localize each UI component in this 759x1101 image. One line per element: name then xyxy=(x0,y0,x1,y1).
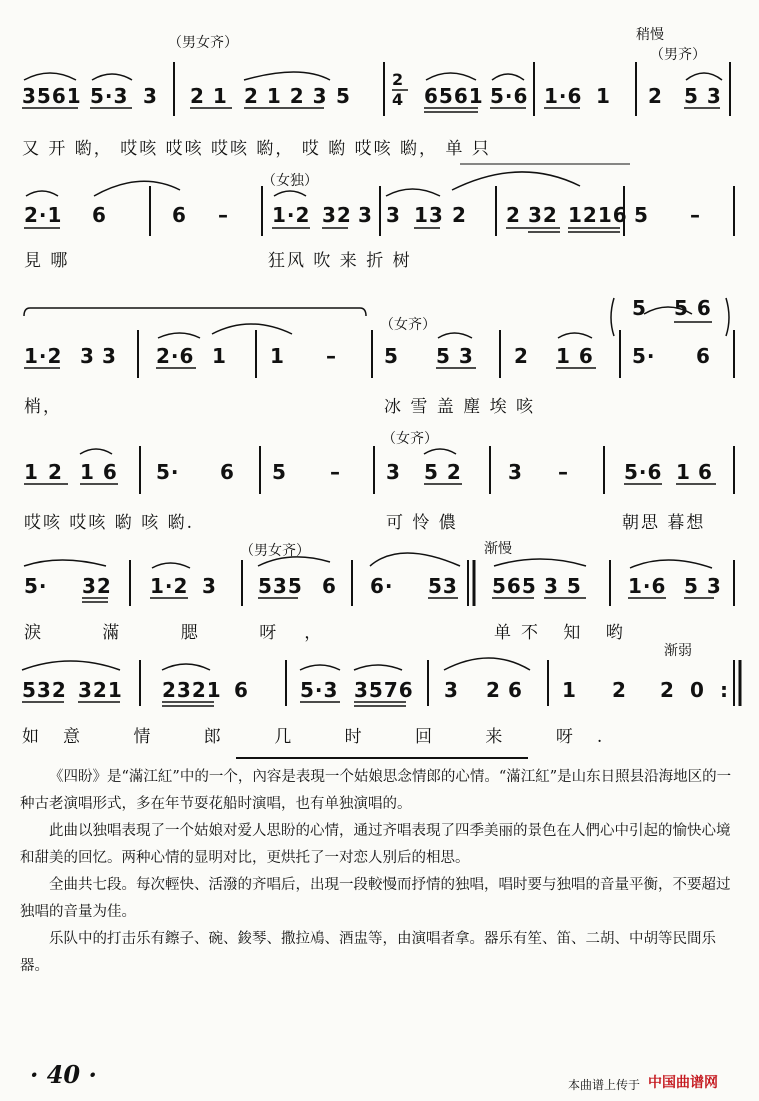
note-group: 0 xyxy=(690,678,705,702)
note-group: 3 xyxy=(386,460,401,484)
note-group: 2 xyxy=(612,678,627,702)
note-group: 2 xyxy=(648,84,663,108)
note-group: 6 xyxy=(508,678,523,702)
label-female-chorus: （女齐） xyxy=(380,317,436,333)
note-group: 5 xyxy=(634,203,649,227)
note-group: 5·3 xyxy=(300,678,339,702)
note-group: 565 xyxy=(492,574,537,598)
note-group: 3561 xyxy=(22,84,82,108)
commentary-paragraph: 全曲共七段。每次輕快、活潑的齐唱后，出現一段較慢而抒情的独唱，唱时要与独唱的音量平衡，不要超过独唱的音量为佳。 xyxy=(20,877,731,920)
note-group: 32 xyxy=(82,574,112,598)
time-signature-top: 2 xyxy=(392,70,405,89)
lyrics-line: 見 哪 xyxy=(24,251,70,271)
note-group: 5 xyxy=(384,344,399,368)
commentary-paragraph: 此曲以独唱表現了一个姑娘对爱人思盼的心情，通过齐唱表現了四季美丽的景色在人們心中引起的愉快心境和甜美的回忆。两种心情的显明对比，更烘托了一对恋人别后的相思。 xyxy=(20,823,731,866)
note-group: 5 6 xyxy=(674,296,712,320)
upload-note: 本曲谱上传于 xyxy=(568,1078,641,1092)
note-group: 1·2 xyxy=(272,203,311,227)
note-group: 3 5 xyxy=(544,574,582,598)
note-group: 2 1 2 3 xyxy=(244,84,328,108)
label-female-solo: （女独） xyxy=(262,173,318,189)
note-group: 1 xyxy=(270,344,285,368)
label-gradually-weaker: 渐弱 xyxy=(664,643,692,659)
note-group: 2 xyxy=(452,203,467,227)
note-group: 2 xyxy=(514,344,529,368)
note-group: 6 xyxy=(234,678,249,702)
note-group: 5· xyxy=(24,574,48,598)
note-group: – xyxy=(558,460,569,484)
lyrics-line: 又 开 喲， 哎咳 哎咳 哎咳 喲， 哎 喲 哎咳 喲， 单 只 xyxy=(22,139,491,159)
note-group: 6 xyxy=(698,460,713,484)
lyrics-line: 哎咳 哎咳 喲 咳 喲. xyxy=(24,513,195,533)
note-group: 3 xyxy=(358,203,373,227)
note-group: 6· xyxy=(370,574,394,598)
lyrics-line: 如意 情 郎 几 时 回 来 呀. xyxy=(22,727,627,747)
time-signature-bottom: 4 xyxy=(392,90,405,109)
repeat-end-dots: : xyxy=(720,678,729,702)
note-group: 2·6 xyxy=(156,344,195,368)
note-group: 5·6 xyxy=(490,84,529,108)
note-group: 5 3 xyxy=(436,344,474,368)
note-group: 1 xyxy=(24,460,39,484)
note-group: 2 xyxy=(48,460,63,484)
note-group: 6 xyxy=(172,203,187,227)
commentary-paragraph: 《四盼》是“滿江紅”中的一个，內容是表現一个姑娘思念情郎的心情。“滿江紅”是山东日照县沿海地区的一种古老演唱形式，多在年节耍花船时演唱，也有单独演唱的。 xyxy=(20,769,732,812)
label-male-female-chorus: （男女齐） xyxy=(168,35,238,51)
note-group: 3 xyxy=(444,678,459,702)
lyrics-line: 可 怜 儂 xyxy=(386,513,458,533)
note-group: 1216 xyxy=(568,203,628,227)
note-group: 6 xyxy=(220,460,235,484)
note-group: 5· xyxy=(632,344,656,368)
note-group: 3 xyxy=(202,574,217,598)
note-group: 1·6 xyxy=(544,84,583,108)
note-group: 1 xyxy=(562,678,577,702)
note-group: 535 xyxy=(258,574,303,598)
note-group: 1·2 xyxy=(24,344,63,368)
note-group: 321 xyxy=(78,678,123,702)
note-group: 6561 xyxy=(424,84,484,108)
lyrics-line: 狂风 吹 来 折 树 xyxy=(268,251,412,271)
note-group: 1 xyxy=(596,84,611,108)
note-group: 2321 xyxy=(162,678,222,702)
note-group: 5 3 xyxy=(684,84,722,108)
note-group: 5 2 xyxy=(424,460,462,484)
note-group: 5·3 xyxy=(90,84,129,108)
note-group: 53 xyxy=(428,574,458,598)
label-slightly-slower: 稍慢 xyxy=(636,27,664,43)
note-group: 3 xyxy=(508,460,523,484)
note-group: 13 xyxy=(414,203,444,227)
commentary-block xyxy=(20,764,740,980)
note-group: 6 xyxy=(92,203,107,227)
note-group: 5 3 xyxy=(684,574,722,598)
note-group: 2 xyxy=(506,203,521,227)
note-group: – xyxy=(690,203,701,227)
note-group: 2·1 xyxy=(24,203,63,227)
note-group: 1 xyxy=(212,344,227,368)
lyrics-line: 朝思 暮想 xyxy=(622,513,706,533)
label-female-chorus: （女齐） xyxy=(382,431,438,447)
note-group: 6 xyxy=(322,574,337,598)
note-group: 1 6 xyxy=(80,460,118,484)
note-group: 2 xyxy=(660,678,675,702)
note-group: 5·6 xyxy=(624,460,663,484)
site-logo: 中国曲谱网 xyxy=(648,1075,718,1091)
note-group: 5· xyxy=(156,460,180,484)
note-group: 3 xyxy=(143,84,158,108)
note-group: 5 xyxy=(632,296,647,320)
note-group: 3 xyxy=(102,344,117,368)
label-male-chorus: （男齐） xyxy=(650,47,706,63)
note-group: 32 xyxy=(528,203,558,227)
note-group: 3 xyxy=(80,344,95,368)
lyrics-line: 冰 雪 盖 塵 埃 咳 xyxy=(384,397,536,417)
lyrics-line: 梢， xyxy=(24,397,62,417)
note-group: 2 xyxy=(486,678,501,702)
note-group: – xyxy=(218,203,229,227)
note-group: – xyxy=(326,344,337,368)
label-male-female-chorus: （男女齐） xyxy=(240,543,310,559)
note-group: 1·2 xyxy=(150,574,189,598)
note-group: 3 xyxy=(386,203,401,227)
note-group: 32 xyxy=(322,203,352,227)
note-group: 532 xyxy=(22,678,67,702)
page-number: · 40 · xyxy=(30,1060,97,1089)
note-group: 3576 xyxy=(354,678,414,702)
note-group: 5 xyxy=(336,84,351,108)
note-group: 1 xyxy=(676,460,691,484)
label-gradually-slower: 渐慢 xyxy=(484,541,512,557)
note-group: 1·6 xyxy=(628,574,667,598)
note-group: 5 xyxy=(272,460,287,484)
lyrics-line: 单不 知 哟 xyxy=(494,623,633,643)
note-group: 1 6 xyxy=(556,344,594,368)
note-group: 6 xyxy=(696,344,711,368)
commentary-paragraph: 乐队中的打击乐有鑔子、碗、鋑琴、撒拉鳰、酒盅等，由演唱者拿。器乐有笙、笛、二胡、中胡等民間乐器。 xyxy=(20,931,716,974)
note-group: 2 1 xyxy=(190,84,228,108)
lyrics-line: 淚 滿 腮 呀， xyxy=(24,623,350,643)
note-group: – xyxy=(330,460,341,484)
